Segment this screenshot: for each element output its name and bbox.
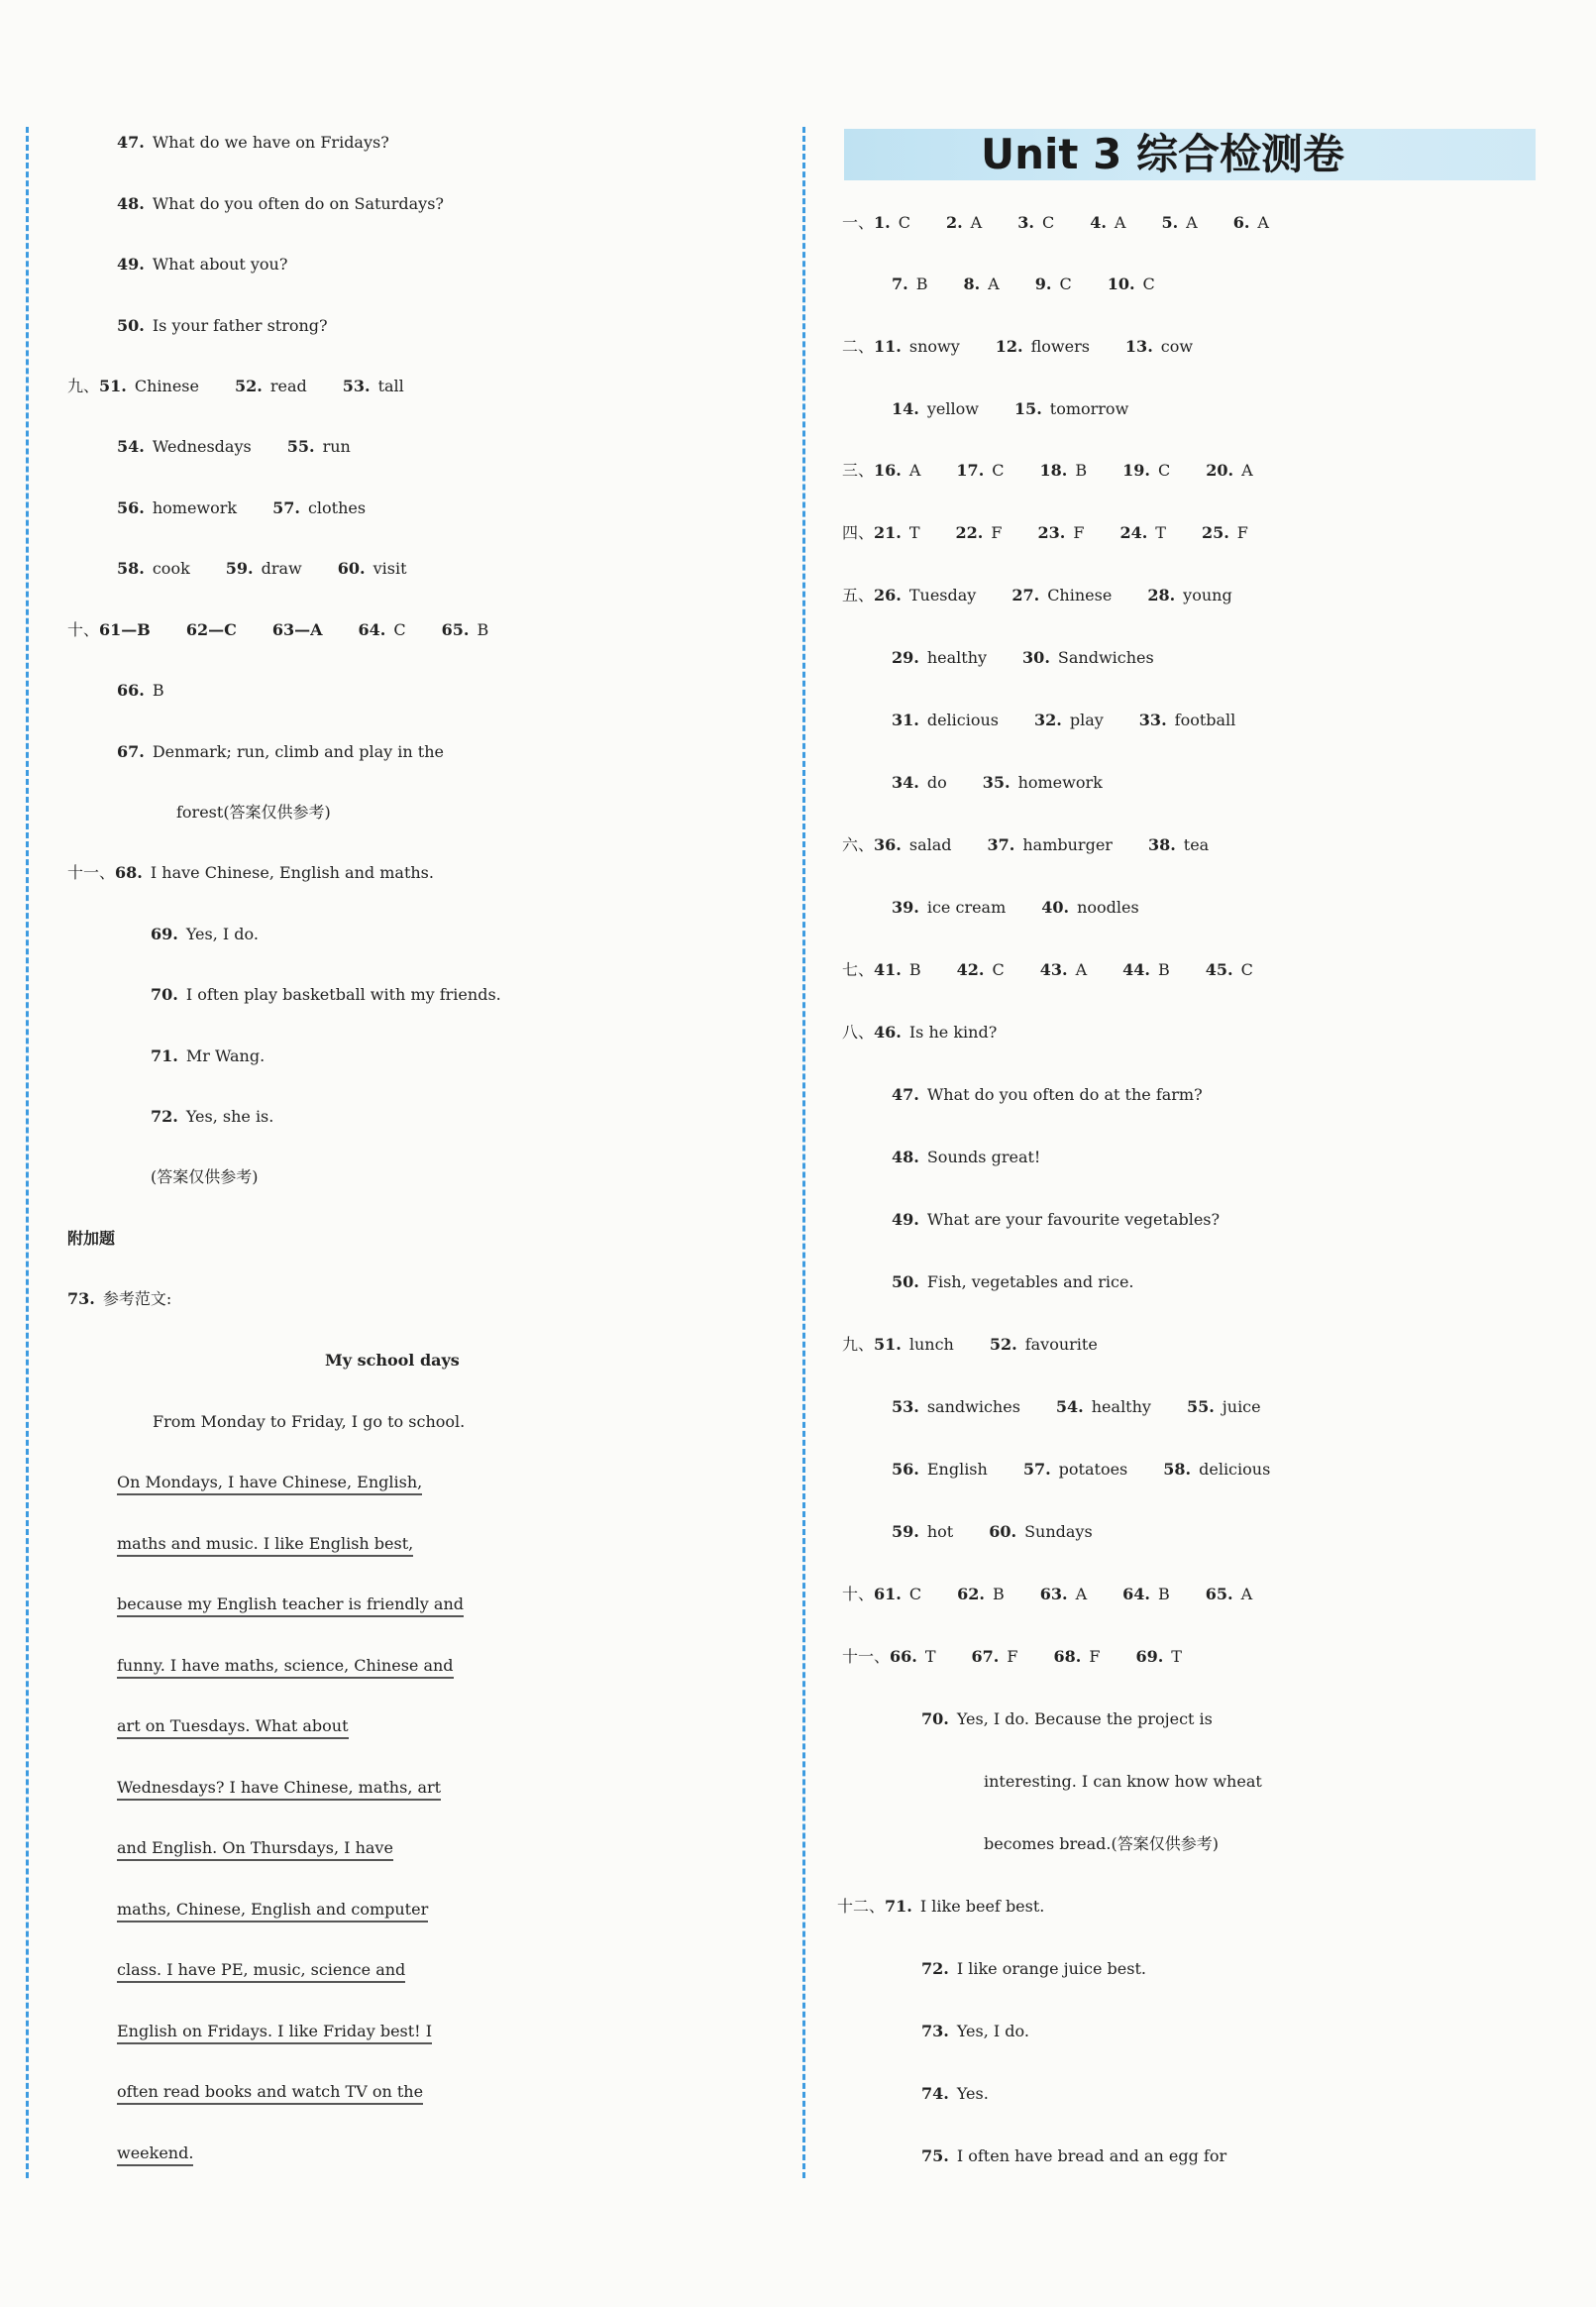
r-answer-46: 八、46. Is he kind? [842,1023,998,1042]
r-section-9-row-1: 九、51. lunch 52. favourite [842,1335,1098,1354]
essay-line-6: art on Tuesdays. What about [117,1703,349,1749]
essay-title: My school days [325,1351,460,1370]
r-section-6-row-1: 六、36. salad 37. hamburger 38. tea [842,835,1210,854]
r-section-6-row-2: 39. ice cream 40. noodles [892,898,1139,917]
answer-47: 47. What do we have on Fridays? [117,133,389,152]
r-section-2-row-1: 二、11. snowy 12. flowers 13. cow [842,337,1194,356]
r-section-5-row-4: 34. do 35. homework [892,773,1103,792]
r-section-2-row-2: 14. yellow 15. tomorrow [892,399,1129,418]
answer-49: 49. What about you? [117,255,288,274]
r-section-7: 七、41. B 42. C 43. A 44. B 45. C [842,960,1253,979]
answer-72: 72. Yes, she is. [151,1107,274,1126]
essay-line-7: Wednesdays? I have Chinese, maths, art [117,1765,441,1811]
left-margin-dashed-line [26,127,29,2178]
essay-line-1: From Monday to Friday, I go to school. [153,1412,466,1431]
essay-line-11: English on Fridays. I like Friday best! I [117,2009,432,2054]
essay-line-9: maths, Chinese, English and computer [117,1887,428,1932]
r-section-11-row-1: 十一、66. T 67. F 68. F 69. T [842,1647,1182,1666]
section-9-row-2: 54. Wednesdays 55. run [117,437,351,456]
reference-note: (答案仅供参考) [151,1167,259,1186]
unit-heading: Unit 3 综合检测卷 [981,130,1344,178]
r-answer-70-line-3: becomes bread.(答案仅供参考) [984,1834,1219,1853]
r-section-1-row-1: 一、1. C 2. A 3. C 4. A 5. A 6. A [842,213,1269,232]
section-10-row-1: 十、61—B 62—C 63—A 64. C 65. B [67,620,489,639]
answer-71: 71. Mr Wang. [151,1046,266,1065]
answer-48: 48. What do you often do on Saturdays? [117,194,444,213]
r-answer-74: 74. Yes. [921,2084,989,2103]
r-section-4: 四、21. T 22. F 23. F 24. T 25. F [842,523,1248,542]
essay-line-2: On Mondays, I have Chinese, English, [117,1460,422,1505]
r-answer-50: 50. Fish, vegetables and rice. [892,1272,1134,1291]
essay-line-13: weekend. [117,2131,193,2176]
r-section-9-row-4: 59. hot 60. Sundays [892,1522,1093,1541]
r-answer-70-line-1: 70. Yes, I do. Because the project is [921,1709,1213,1728]
section-9-row-3: 56. homework 57. clothes [117,498,367,517]
r-answer-71: 十二、71. I like beef best. [837,1897,1045,1916]
r-section-9-row-3: 56. English 57. potatoes 58. delicious [892,1460,1271,1479]
answer-67-line-2: forest(答案仅供参考) [176,803,331,822]
center-dashed-line [802,127,805,2178]
r-answer-75: 75. I often have bread and an egg for [921,2146,1227,2165]
r-answer-47: 47. What do you often do at the farm? [892,1085,1203,1104]
answer-68: 十一、68. I have Chinese, English and maths. [67,863,434,882]
extra-questions-heading: 附加题 [67,1229,116,1248]
section-9-row-1: 九、51. Chinese 52. read 53. tall [67,377,404,395]
essay-line-5: funny. I have maths, science, Chinese and [117,1643,454,1689]
r-answer-70-line-2: interesting. I can know how wheat [984,1772,1262,1791]
answer-70: 70. I often play basketball with my friends. [151,985,501,1004]
essay-line-12: often read books and watch TV on the [117,2069,423,2115]
r-section-1-row-2: 7. B 8. A 9. C 10. C [892,275,1155,293]
r-section-5-row-2: 29. healthy 30. Sandwiches [892,648,1154,667]
r-section-5-row-3: 31. delicious 32. play 33. football [892,711,1236,729]
r-answer-72: 72. I like orange juice best. [921,1959,1146,1978]
r-section-10: 十、61. C 62. B 63. A 64. B 65. A [842,1585,1253,1603]
answer-66: 66. B [117,681,164,700]
answer-50: 50. Is your father strong? [117,316,328,335]
r-answer-73: 73. Yes, I do. [921,2022,1029,2040]
r-section-5-row-1: 五、26. Tuesday 27. Chinese 28. young [842,586,1232,604]
r-answer-49: 49. What are your favourite vegetables? [892,1210,1221,1229]
answer-69: 69. Yes, I do. [151,925,259,943]
essay-line-8: and English. On Thursdays, I have [117,1825,393,1871]
essay-line-10: class. I have PE, music, science and [117,1947,405,1993]
essay-line-3: maths and music. I like English best, [117,1521,413,1567]
essay-line-4: because my English teacher is friendly and [117,1582,464,1627]
answer-67-line-1: 67. Denmark; run, climb and play in the [117,742,445,761]
section-9-row-4: 58. cook 59. draw 60. visit [117,559,407,578]
answer-73: 73. 参考范文: [67,1289,172,1308]
r-answer-48: 48. Sounds great! [892,1148,1041,1166]
r-section-3: 三、16. A 17. C 18. B 19. C 20. A [842,461,1253,480]
r-section-9-row-2: 53. sandwiches 54. healthy 55. juice [892,1397,1261,1416]
